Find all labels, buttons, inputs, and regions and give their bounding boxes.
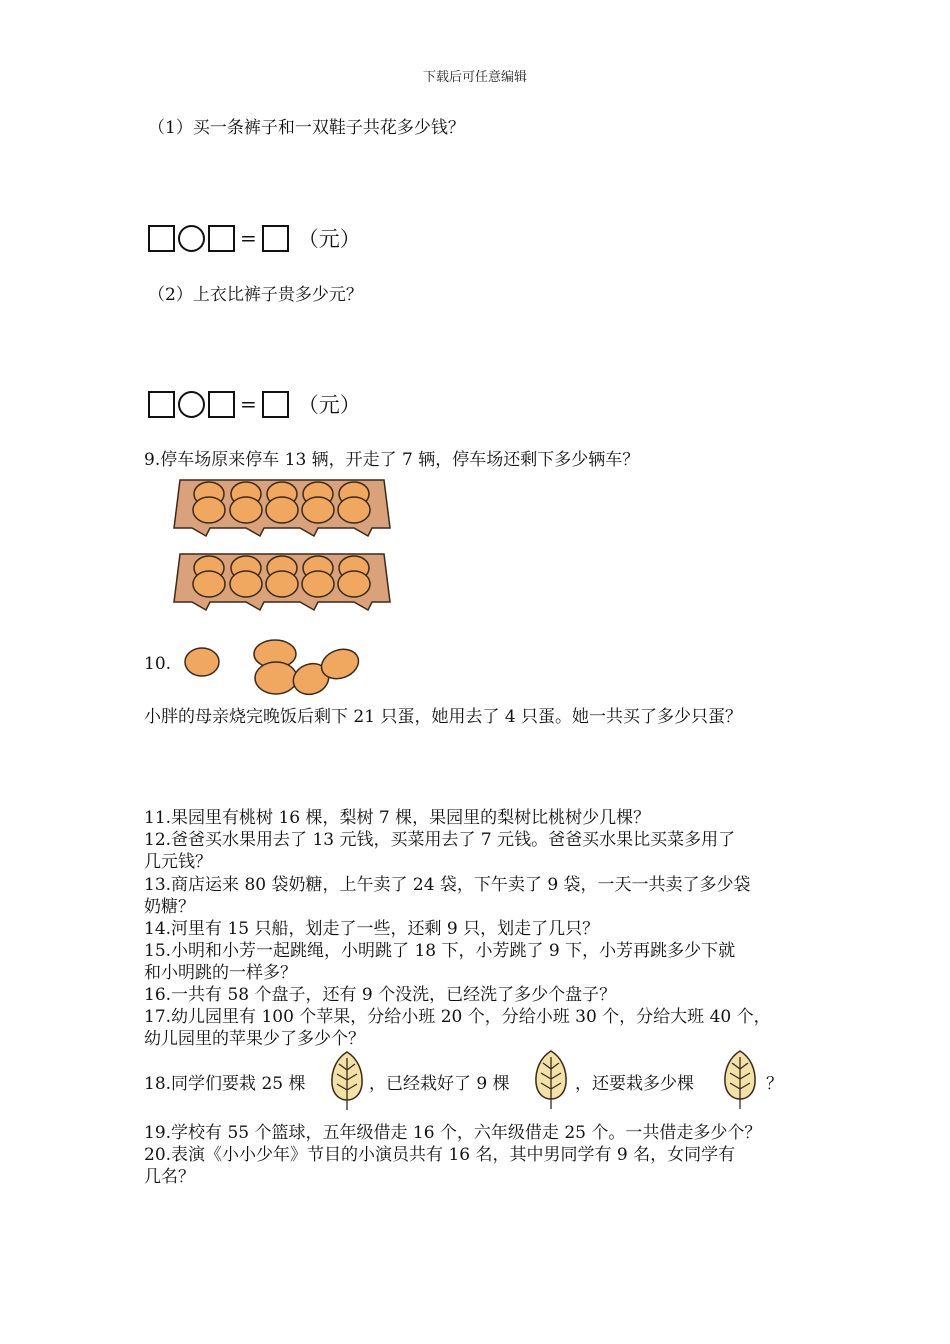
equation-row-1 [148,223,361,253]
question-8-part-2: （2）上衣比裤子贵多少元？ [148,285,363,305]
tree-icon [531,1047,571,1111]
question-20-line-1: 20.表演《小小少年》节目的小演员共有 16 名，其中男同学有 9 名，女同学有 [144,1145,736,1165]
egg-tray-icon [172,474,392,538]
tree-icon [327,1048,367,1112]
question-12-line-2: 几元钱？ [144,852,212,872]
equals-sign: = [240,226,257,250]
question-20-line-2: 几名？ [144,1167,195,1187]
page-header: 下载后可任意编辑 [422,70,527,85]
answer-box[interactable] [262,225,289,252]
question-9: 9.停车场原来停车 13 辆，开走了 7 辆，停车场还剩下多少辆车？ [144,450,640,470]
question-11: 11.果园里有桃树 16 棵，梨树 7 棵，果园里的梨树比桃树少几棵？ [144,808,651,828]
operator-circle[interactable] [178,225,205,252]
question-16: 16.一共有 58 个盘子，还有 9 个没洗，已经洗了多少个盘子？ [144,985,617,1005]
question-17-line-2: 幼儿园里的苹果少了多少个？ [144,1029,365,1049]
question-15-line-1: 15.小明和小芳一起跳绳，小明跳了 18 下，小芳跳了 9 下，小芳再跳多少下就 [144,941,736,961]
unit-label: （元） [297,227,361,251]
answer-box[interactable] [148,391,175,418]
question-12-line-1: 12.爸爸买水果用去了 13 元钱，买菜用去了 7 元钱。爸爸买水果比买菜多用了 [144,830,736,850]
question-17-line-1: 17.幼儿园里有 100 个苹果，分给小班 20 个，分给小班 30 个，分给大班 40 个， [144,1007,771,1027]
question-19: 19.学校有 55 个篮球，五年级借走 16 个，六年级借走 25 个。一共借走多少个？ [144,1123,762,1143]
equation-row-2 [148,389,361,419]
tree-icon [720,1047,760,1111]
answer-box[interactable] [262,391,289,418]
question-13-line-1: 13.商店运来 80 袋奶糖，上午卖了 24 袋，下午卖了 9 袋，一天一共卖了多少袋 [144,875,751,895]
question-15-line-2: 和小明跳的一样多？ [144,963,297,983]
question-18-part-1: 18.同学们要栽 25 棵 [144,1074,306,1094]
operator-circle[interactable] [178,391,205,418]
question-8-part-1: （1）买一条裤子和一双鞋子共花多少钱？ [148,118,465,138]
question-18-part-3: ，还要栽多少棵 [575,1074,694,1094]
answer-box[interactable] [148,225,175,252]
question-18-part-2: ，已经栽好了 9 棵 [369,1074,510,1094]
equals-sign: = [240,392,257,416]
egg-tray-icon [172,548,392,612]
unit-label: （元） [297,393,361,417]
question-13-line-2: 奶糖？ [144,897,195,917]
question-14: 14.河里有 15 只船，划走了一些，还剩 9 只，划走了几只？ [144,919,600,939]
question-10-number: 10. [144,654,172,674]
answer-box[interactable] [208,225,235,252]
answer-box[interactable] [208,391,235,418]
question-18-part-4: ？ [766,1074,783,1094]
question-10: 小胖的母亲烧完晚饭后剩下 21 只蛋，她用去了 4 只蛋。她一共买了多少只蛋？ [144,707,743,727]
egg-icon [178,636,368,698]
